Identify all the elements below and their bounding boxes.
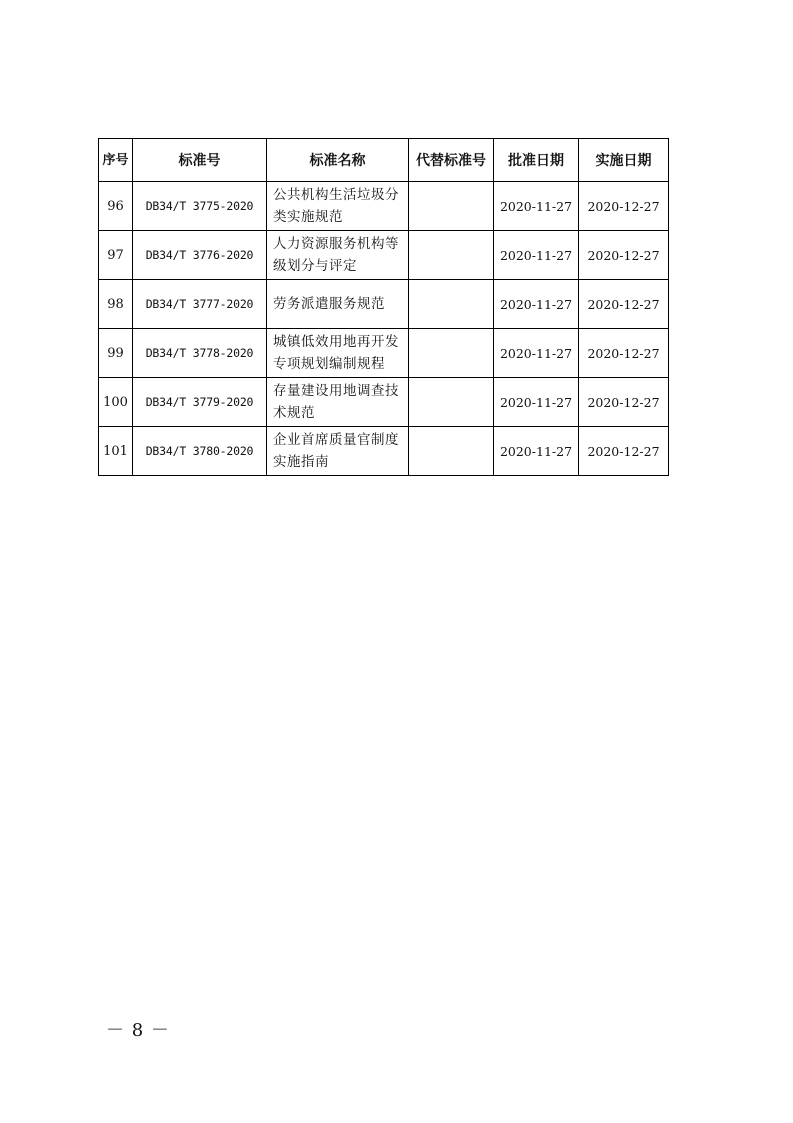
cell-approved: 2020-11-27 (494, 231, 579, 280)
header-seq: 序号 (99, 139, 133, 182)
cell-name: 存量建设用地调查技术规范 (267, 378, 409, 427)
table-row (99, 182, 669, 231)
table-row (99, 280, 669, 329)
page-number: － 8 － (106, 1020, 170, 1041)
cell-code: DB34/T 3775-2020 (133, 182, 267, 231)
cell-effective: 2020-12-27 (579, 378, 669, 427)
cell-effective: 2020-12-27 (579, 280, 669, 329)
header-effective: 实施日期 (579, 139, 669, 182)
header-code: 标准号 (133, 139, 267, 182)
cell-code: DB34/T 3776-2020 (133, 231, 267, 280)
cell-name: 人力资源服务机构等级划分与评定 (267, 231, 409, 280)
cell-seq: 100 (99, 378, 133, 427)
table-row (99, 378, 669, 427)
table-row (99, 329, 669, 378)
standards-table (98, 138, 669, 476)
header-approved: 批准日期 (494, 139, 579, 182)
cell-name: 公共机构生活垃圾分类实施规范 (267, 182, 409, 231)
cell-code: DB34/T 3777-2020 (133, 280, 267, 329)
table-row (99, 231, 669, 280)
cell-code: DB34/T 3778-2020 (133, 329, 267, 378)
header-replaces: 代替标准号 (409, 139, 494, 182)
table-row (99, 427, 669, 476)
cell-replaces (409, 182, 494, 231)
cell-effective: 2020-12-27 (579, 329, 669, 378)
cell-replaces (409, 280, 494, 329)
table-header-row (99, 139, 669, 182)
cell-replaces (409, 329, 494, 378)
cell-replaces (409, 231, 494, 280)
cell-seq: 97 (99, 231, 133, 280)
cell-seq: 96 (99, 182, 133, 231)
header-name: 标准名称 (267, 139, 409, 182)
cell-effective: 2020-12-27 (579, 427, 669, 476)
cell-replaces (409, 427, 494, 476)
cell-code: DB34/T 3779-2020 (133, 378, 267, 427)
cell-seq: 98 (99, 280, 133, 329)
cell-replaces (409, 378, 494, 427)
cell-seq: 99 (99, 329, 133, 378)
cell-name: 劳务派遣服务规范 (267, 280, 409, 329)
cell-approved: 2020-11-27 (494, 182, 579, 231)
cell-code: DB34/T 3780-2020 (133, 427, 267, 476)
cell-approved: 2020-11-27 (494, 329, 579, 378)
cell-effective: 2020-12-27 (579, 231, 669, 280)
cell-name: 城镇低效用地再开发专项规划编制规程 (267, 329, 409, 378)
cell-effective: 2020-12-27 (579, 182, 669, 231)
cell-approved: 2020-11-27 (494, 280, 579, 329)
cell-name: 企业首席质量官制度实施指南 (267, 427, 409, 476)
cell-approved: 2020-11-27 (494, 427, 579, 476)
cell-approved: 2020-11-27 (494, 378, 579, 427)
cell-seq: 101 (99, 427, 133, 476)
